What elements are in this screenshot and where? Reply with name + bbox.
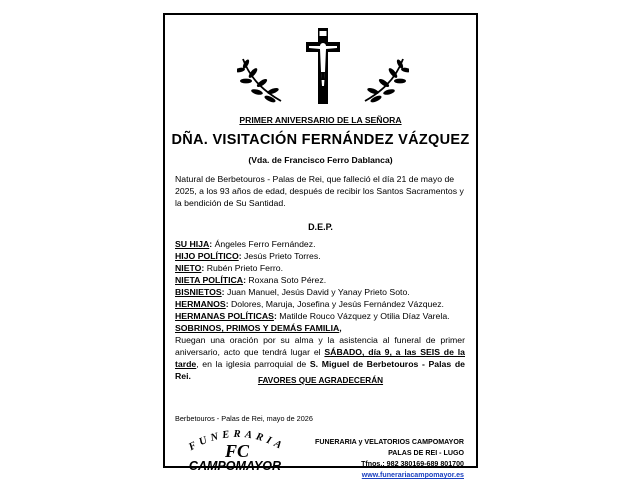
prayer-start: Ruegan una oración por su alma y la asistencia al funeral de primer aniversario, acto que tendrá lugar el	[175, 335, 465, 357]
prayer-mid: , en la iglesia parroquial de	[196, 359, 310, 369]
others-label: SOBRINOS, PRIMOS Y DEMÁS FAMILIA	[175, 323, 340, 333]
family-line: NIETA POLÍTICA: Roxana Soto Pérez.	[175, 275, 327, 285]
family-line: HERMANOS: Dolores, Maruja, Josefina y Jesús Fernández Vázquez.	[175, 299, 444, 309]
family-value: Dolores, Maruja, Josefina y Jesús Fernández Vázquez.	[228, 299, 444, 309]
others-comma: ,	[339, 323, 342, 333]
logo-arc-text: FUNERARIA	[187, 428, 287, 454]
logo-brand: CAMPOMAYOR	[188, 459, 282, 473]
deceased-name: DÑA. VISITACIÓN FERNÁNDEZ VÁZQUEZ	[171, 132, 470, 148]
favores-line: FAVORES QUE AGRADECERÁN	[257, 376, 384, 385]
family-line	[175, 322, 465, 334]
family-line: HERMANAS POLÍTICAS: Matilde Rouco Vázquez y Otilia Díaz Varela.	[175, 311, 450, 321]
crucifix-icon	[306, 28, 340, 104]
notice-heading: PRIMER ANIVERSARIO DE LA SEÑORA	[239, 115, 402, 125]
family-label: SU HIJA	[175, 239, 210, 249]
family-value: Jesús Prieto Torres.	[241, 251, 321, 261]
prayer-place: S. Miguel de Berbetouros - Palas de Rei.	[175, 359, 465, 381]
prayer-when: SÁBADO, día 9, a las SEIS de la tarde	[175, 347, 466, 369]
family-value: Roxana Soto Pérez.	[245, 275, 327, 285]
family-line: HIJO POLÍTICO: Jesús Prieto Torres.	[175, 251, 321, 261]
family-value: Juan Manuel, Jesús David y Yanay Prieto Soto.	[224, 287, 410, 297]
widow-subtitle: (Vda. de Francisco Ferro Dablanca)	[248, 155, 393, 165]
laurel-branch-left-icon	[237, 53, 285, 105]
family-value: Rubén Prieto Ferro.	[204, 263, 284, 273]
laurel-branch-right-icon	[361, 53, 409, 105]
family-label: BISNIETOS	[175, 287, 222, 297]
prayer-paragraph	[175, 334, 465, 382]
family-label: NIETA POLÍTICA	[175, 275, 244, 285]
family-label: HERMANAS POLÍTICAS	[175, 311, 274, 321]
family-label: HERMANOS	[175, 299, 226, 309]
funeraria-phones: Tfnos.: 982 380169-689 801700	[361, 460, 464, 468]
logo-monogram: FC	[224, 441, 250, 461]
family-label: HIJO POLÍTICO	[175, 251, 239, 261]
funeraria-name: FUNERARIA y VELATORIOS CAMPOMAYOR	[315, 438, 464, 446]
family-label: NIETO	[175, 263, 202, 273]
campomayor-logo	[173, 423, 301, 473]
family-line: NIETO: Rubén Prieto Ferro.	[175, 263, 284, 273]
family-value: Ángeles Ferro Fernández.	[212, 239, 316, 249]
place-date: Berbetouros - Palas de Rei, mayo de 2026	[175, 414, 313, 423]
family-list	[175, 238, 465, 382]
dep-line: D.E.P.	[308, 222, 333, 232]
family-line: SU HIJA: Ángeles Ferro Fernández.	[175, 239, 316, 249]
intro-paragraph: Natural de Berbetouros - Palas de Rei, que falleció el día 21 de mayo de 2025, a los 93 años de edad, después de recibir los Santos Sacramentos y la bendición de Su Santidad.	[175, 174, 464, 208]
funeraria-contact	[315, 437, 464, 481]
obituary-card	[163, 13, 478, 479]
family-value: Matilde Rouco Vázquez y Otilia Díaz Varela.	[276, 311, 450, 321]
family-line: BISNIETOS: Juan Manuel, Jesús David y Yanay Prieto Soto.	[175, 287, 410, 297]
funeraria-location: PALAS DE REI - LUGO	[388, 449, 464, 457]
funeraria-website-link[interactable]: www.funerariacampomayor.es	[361, 471, 464, 479]
